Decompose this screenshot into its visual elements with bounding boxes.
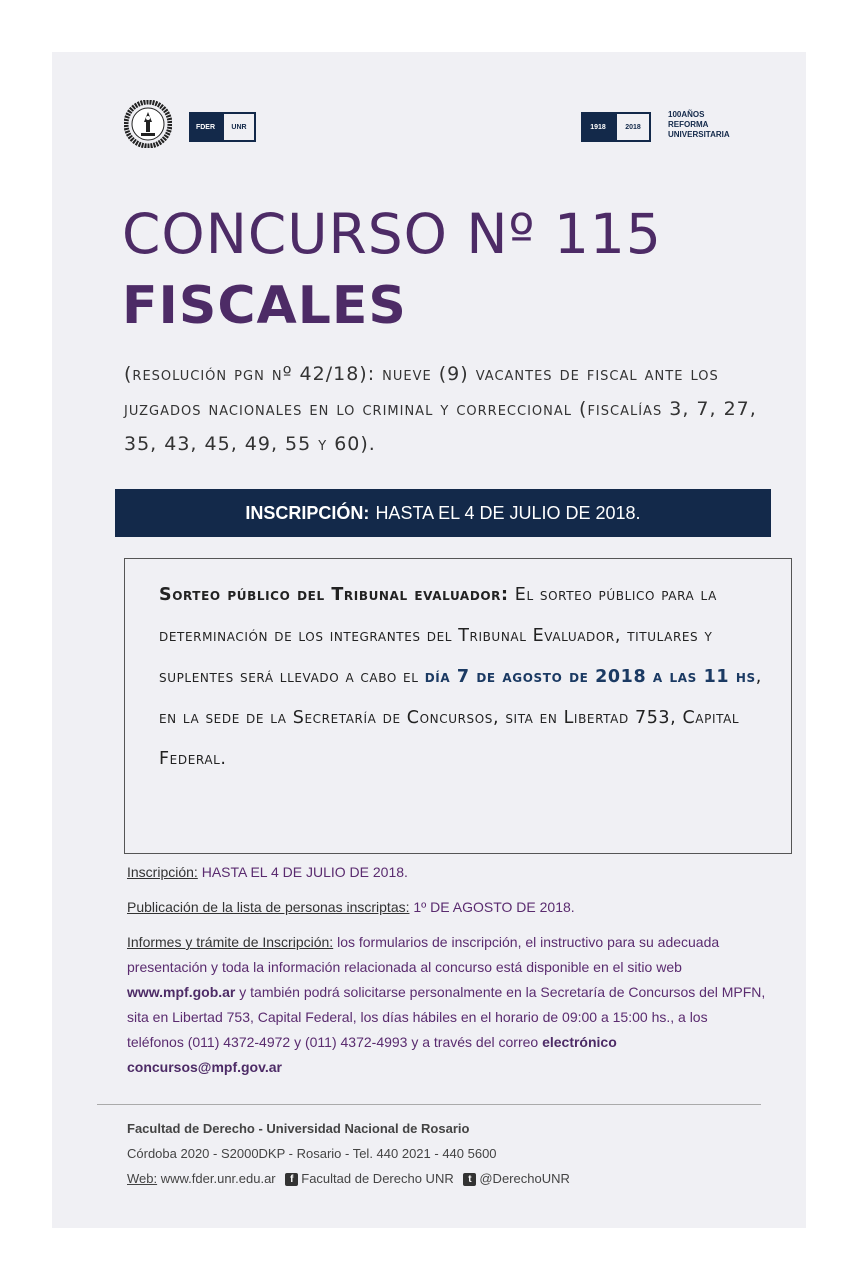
footer-twitter[interactable]: @DerechoUNR (479, 1171, 570, 1186)
email-link[interactable]: electrónico concursos@mpf.gov.ar (127, 1034, 617, 1075)
inscription-label: Inscripción: (127, 864, 198, 880)
informes-text-2: y también podrá solicitarse personalmente en la Secretaría de Concursos del MPFN, sita en Libertad 753, Capital Federal, los días hábiles en el horario de 09:00 a 15:00 hs., a los teléfonos (011) 4372-4972 y (011) 4372-4993 y a través del correo (127, 984, 766, 1050)
reforma-text (668, 110, 730, 140)
inscription-line (127, 860, 767, 885)
sorteo-box (124, 558, 792, 854)
reforma-line: UNIVERSITARIA (668, 130, 730, 139)
publication-value: 1º DE AGOSTO DE 2018. (413, 899, 575, 915)
page-title: CONCURSO Nº 115 (122, 202, 662, 266)
informes-label: Informes y trámite de Inscripción: (127, 934, 334, 950)
banner-label: INSCRIPCIÓN: (245, 502, 370, 523)
divider (97, 1104, 761, 1105)
footer-facebook[interactable]: Facultad de Derecho UNR (301, 1171, 454, 1186)
unr-logo-text: UNR (222, 112, 256, 142)
twitter-icon: t (463, 1173, 476, 1186)
footer (127, 1116, 570, 1191)
sorteo-date: día 7 de agosto de 2018 a las 11 hs (424, 667, 756, 687)
website-link[interactable]: www.mpf.gob.ar (127, 984, 236, 1000)
fder-logo-text: FDER (189, 112, 222, 142)
footer-contact (127, 1166, 570, 1191)
publication-label: Publicación de la lista de personas inscriptas: (127, 899, 410, 915)
reforma-line: REFORMA (668, 120, 709, 129)
sorteo-lead: Sorteo público del Tribunal evaluador: (159, 585, 509, 605)
footer-address: Córdoba 2020 - S2000DKP - Rosario - Tel. 440 2021 - 440 5600 (127, 1146, 497, 1161)
inscription-banner (115, 489, 771, 537)
publication-line (127, 895, 767, 920)
university-seal-icon (124, 100, 172, 148)
sorteo-text: El sorteo público para la determinación de los integrantes del Tribunal Evaluador, titulares y suplentes será llevado a cabo el (159, 585, 717, 687)
informes-text: los formularios de inscripción, el instructivo para su adecuada presentación y toda la información relacionada al concurso está disponible en el sitio web (127, 934, 720, 975)
resolution-text: (resolución pgn nº 42/18): nueve (9) vacantes de fiscal ante los juzgados nacionales en lo criminal y correccional (fiscalías 3, 7, 27, 35, 43, 45, 49, 55 y 60). (124, 363, 757, 455)
informes-paragraph (127, 930, 767, 1080)
poster (52, 52, 806, 1228)
sorteo-text-end: , en la sede de la Secretaría de Concursos, sita en Libertad 753, Capital Federal. (159, 667, 762, 769)
centenary-logo (581, 112, 651, 142)
year-2018: 2018 (615, 112, 651, 142)
footer-web-link[interactable]: www.fder.unr.edu.ar (160, 1171, 276, 1186)
info-section (127, 860, 767, 1090)
page-subtitle: FISCALES (122, 276, 407, 336)
footer-institution: Facultad de Derecho - Universidad Nacional de Rosario (127, 1121, 470, 1136)
year-1918: 1918 (581, 112, 615, 142)
reforma-line: 100AÑOS (668, 110, 705, 119)
fder-unr-logo (189, 112, 256, 142)
facebook-icon: f (285, 1173, 298, 1186)
inscription-value: HASTA EL 4 DE JULIO DE 2018. (201, 864, 408, 880)
banner-text: HASTA EL 4 DE JULIO DE 2018. (375, 502, 641, 523)
footer-web-label: Web: (127, 1171, 158, 1186)
